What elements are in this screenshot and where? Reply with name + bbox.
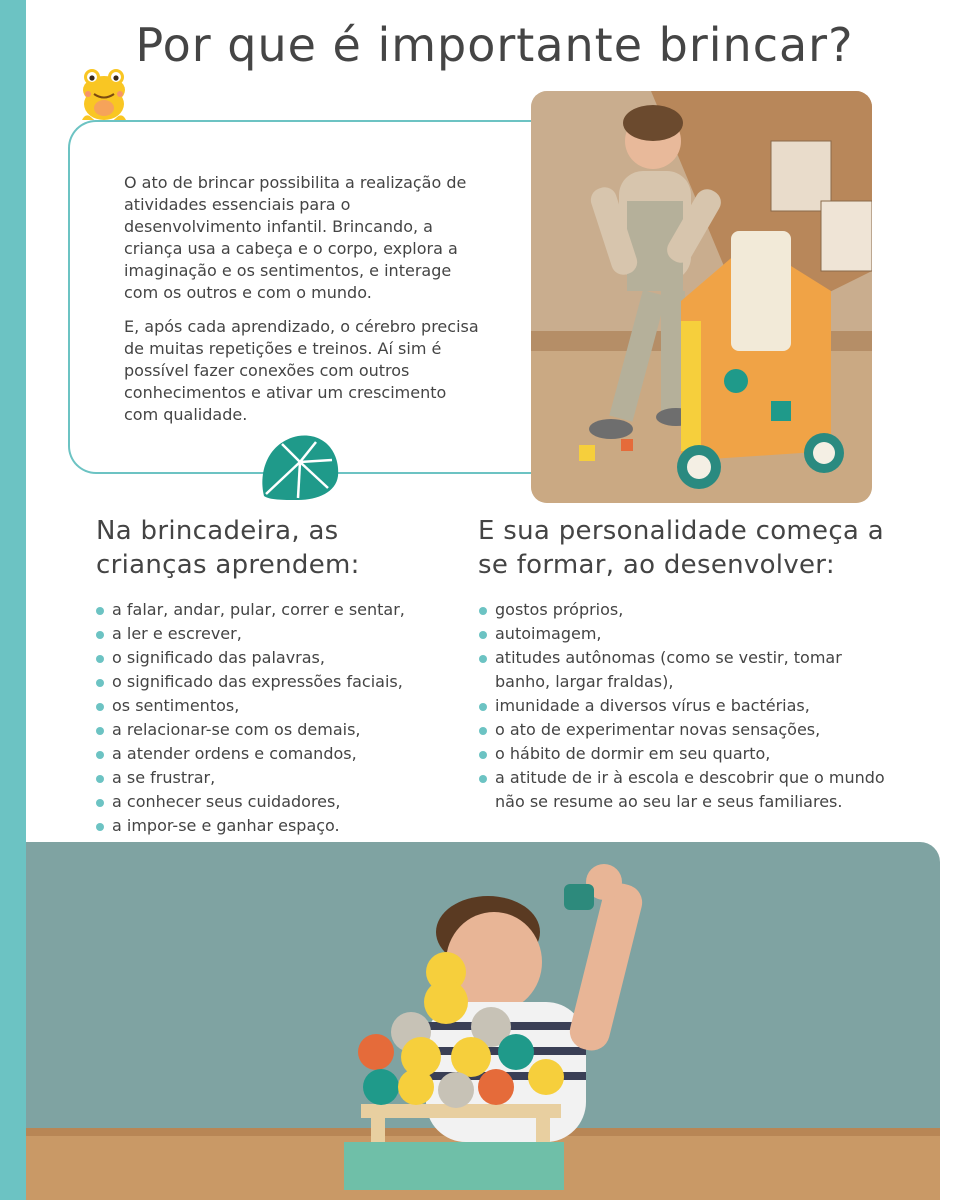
list-item: o significado das palavras, [96,646,456,670]
photo-child-stacking-toy [26,842,940,1200]
right-column-heading: E sua personalidade começa a se formar, ao desenvolver: [478,516,884,580]
page-title: Por que é importante brincar? [135,18,854,72]
list-item: o ato de experimentar novas sensações, [479,718,889,742]
list-item: autoimagem, [479,622,889,646]
intro-text [124,172,484,438]
list-item: a conhecer seus cuidadores, [96,790,456,814]
list-item: a impor-se e ganhar espaço. [96,814,456,838]
list-item: os sentimentos, [96,694,456,718]
side-accent-strip [0,0,26,1200]
intro-paragraph-2: E, após cada aprendizado, o cérebro precisa de muitas repetições e treinos. Aí sim é possível fazer conexões com outros conhecimentos e ativar um crescimento com qualidade. [124,317,479,424]
list-item: a relacionar-se com os demais, [96,718,456,742]
list-item: imunidade a diversos vírus e bactérias, [479,694,889,718]
list-item: gostos próprios, [479,598,889,622]
monstera-leaf-icon [258,432,340,502]
list-item: atitudes autônomas (como se vestir, tomar banho, largar fraldas), [479,646,889,694]
list-item: a ler e escrever, [96,622,456,646]
intro-paragraph-1: O ato de brincar possibilita a realização de atividades essenciais para o desenvolvimento infantil. Brincando, a criança usa a cabeça e o corpo, explora a imaginação e os sentimentos, e interage com os outros e com o mundo. [124,173,467,302]
learn-list [96,598,456,838]
list-item: o significado das expressões faciais, [96,670,456,694]
list-item: a falar, andar, pular, correr e sentar, [96,598,456,622]
frog-icon [76,64,132,124]
left-column-heading: Na brincadeira, as crianças aprendem: [96,516,360,580]
list-item: o hábito de dormir em seu quarto, [479,742,889,766]
list-item: a atitude de ir à escola e descobrir que o mundo não se resume ao seu lar e seus familiares. [479,766,889,814]
develop-list [479,598,889,814]
photo-child-walker [531,91,872,503]
list-item: a se frustrar, [96,766,456,790]
list-item: a atender ordens e comandos, [96,742,456,766]
